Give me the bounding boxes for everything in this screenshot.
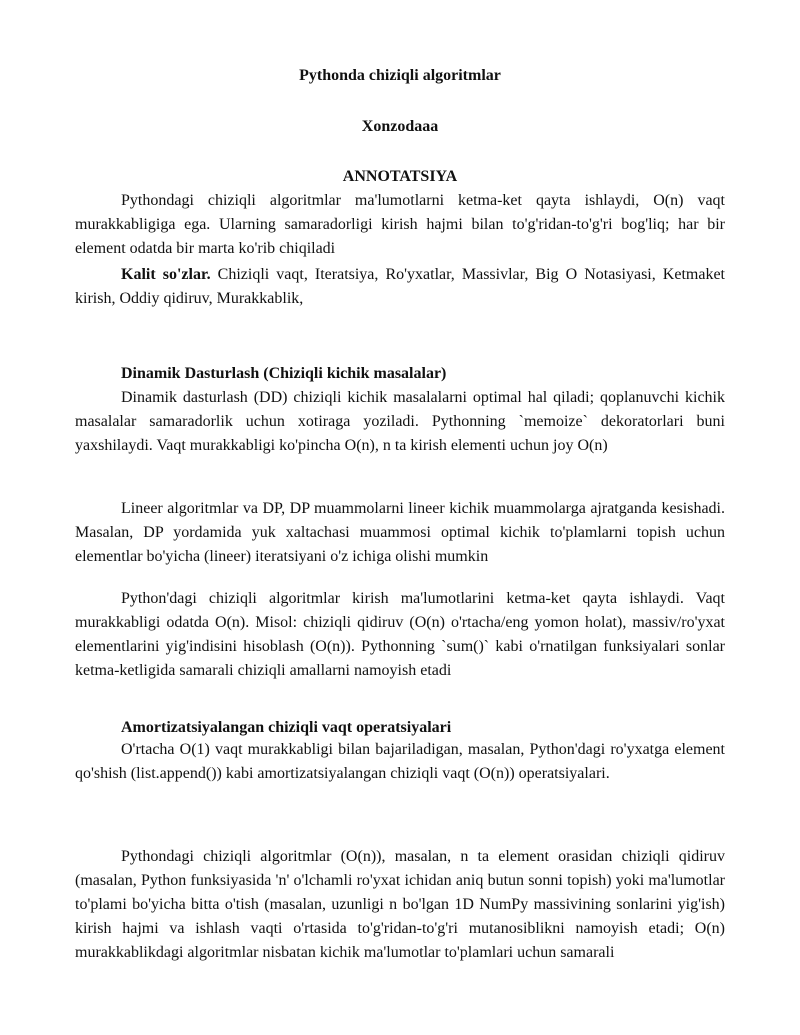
annotation-heading: ANNOTATSIYA xyxy=(342,168,458,185)
section-heading-dynamic-programming: Dinamik Dasturlash (Chiziqli kichik masalalar) xyxy=(121,365,447,382)
section1-paragraph-1: Dinamik dasturlash (DD) chiziqli kichik masalalarni optimal hal qiladi; qoplanuvchi kichik masalalar samaradorlik uchun xotiraga yoziladi. Pythonning `memoize` dekoratorlari buni yaxshilaydi. Vaqt murakkabligi ko'pincha O(n), n ta kirish elementi uchun joy O(n) xyxy=(75,389,725,454)
keywords-label: Kalit so'zlar. xyxy=(121,266,211,283)
section2-paragraph-1: O'rtacha O(1) vaqt murakkabligi bilan bajariladigan, masalan, Python'dagi ro'yxatga element qo'shish (list.append()) kabi amortizatsiyalangan chiziqli vaqt (O(n)) operatsiyalari. xyxy=(75,741,725,782)
section2-paragraph-2: Pythondagi chiziqli algoritmlar (O(n)), masalan, n ta element orasidan chiziqli qidiruv (masalan, Python funksiyasida 'n' o'lchamli ro'yxat ichidan aniq butun sonni topish) yoki ma'lumotlar to'plami bo'yicha bitta o'tish (masalan, uzunligi n bo'lgan 1D NumPy massivining sonlarini yig'ish) kirish hajmi va ishlash vaqti o'rtasida to'g'ridan-to'g'ri mutanosiblikni namoyish etadi; O(n) murakkablikdagi algoritmlar nisbatan kichik ma'lumotlar to'plamlari uchun samarali xyxy=(75,848,725,961)
section-heading-amortized: Amortizatsiyalangan chiziqli vaqt operatsiyalari xyxy=(121,719,452,736)
section1-paragraph-2: Lineer algoritmlar va DP, DP muammolarni lineer kichik muammolarga ajratganda kesishadi. Masalan, DP yordamida yuk xaltachasi muammosi optimal kichik to'plamlarni topish uchun elementlar bo'yicha (lineer) iteratsiyani o'z ichiga olishi mumkin xyxy=(75,500,725,565)
section1-paragraph-3: Python'dagi chiziqli algoritmlar kirish ma'lumotlarini ketma-ket qayta ishlaydi. Vaqt murakkabligi odatda O(n). Misol: chiziqli qidiruv (O(n) o'rtacha/eng yomon holat), massiv/ro'yxat elementlarini yig'indisini hisoblash (O(n)). Pythonning `sum()` kabi o'rnatilgan funksiyalari sonlar ketma-ketligida samarali chiziqli amallarni namoyish etadi xyxy=(75,590,725,679)
keywords-text: Chiziqli vaqt, Iteratsiya, Ro'yxatlar, Massivlar, Big O Notasiyasi, Ketmaket kirish, Oddiy qidiruv, Murakkablik, xyxy=(75,266,726,307)
document-author: Xonzodaaa xyxy=(361,118,439,135)
annotation-paragraph: Pythondagi chiziqli algoritmlar ma'lumotlarni ketma-ket qayta ishlaydi, O(n) vaqt murakkabligiga ega. Ularning samaradorligi kirish hajmi bilan to'g'ridan-to'g'ri bog'liq; har bir element odatda bir marta ko'rib chiqiladi xyxy=(75,192,725,257)
document-title: Pythonda chiziqli algoritmlar xyxy=(299,67,501,84)
keywords-paragraph xyxy=(75,263,725,311)
